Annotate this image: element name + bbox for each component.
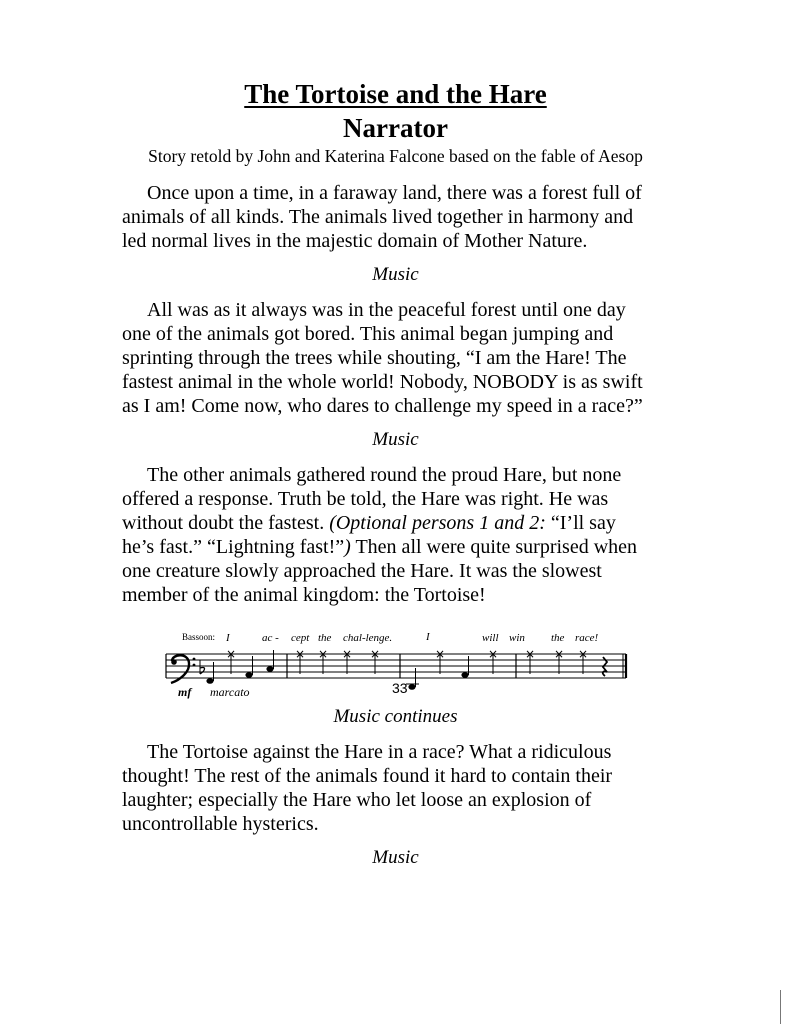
lyric-syllable: win <box>509 632 525 644</box>
paragraph-line: The other animals gathered round the proud Hare, but none <box>147 464 622 486</box>
paragraph-line: as I am! Come now, who dares to challenge my speed in a race?” <box>122 395 643 417</box>
author-credit: Story retold by John and Katerina Falcone based on the fable of Aesop <box>148 146 643 166</box>
x-notehead-icon: × <box>295 647 306 661</box>
paragraph-line: uncontrollable hysterics. <box>122 813 319 835</box>
paragraph-line: The Tortoise against the Hare in a race? What a ridiculous <box>147 741 612 763</box>
music-cue: Music continues <box>333 706 458 727</box>
paragraph-line: fastest animal in the whole world! Nobody, NOBODY is as swift <box>122 371 643 393</box>
dynamic-marking: mf <box>178 685 192 699</box>
paragraph-line: animals of all kinds. The animals lived together in harmony and <box>122 206 634 228</box>
note <box>266 666 273 672</box>
instrument-label: Bassoon: <box>182 632 216 642</box>
x-notehead-icon: × <box>370 647 381 661</box>
expression-marking: marcato <box>210 685 250 699</box>
paragraph-line: member of the animal kingdom: the Tortoise! <box>122 584 486 606</box>
lyric-syllable: ac - <box>262 632 279 644</box>
x-notehead-icon: × <box>226 647 237 661</box>
x-notehead-icon: × <box>554 647 565 661</box>
optional-cue-text: (Optional persons 1 and 2: <box>329 512 546 534</box>
paragraph-line: one creature slowly approached the Hare. It was the slowest <box>122 560 602 582</box>
lyric-syllable: cept <box>291 632 310 644</box>
paragraph-line: one of the animals got bored. This animal began jumping and <box>122 323 614 345</box>
scan-edge <box>780 990 781 1024</box>
note <box>408 684 415 690</box>
x-notehead-icon: × <box>578 647 589 661</box>
music-cue: Music <box>372 429 419 450</box>
lyric-syllable: the <box>551 632 565 644</box>
note <box>206 678 213 684</box>
lyric-syllable: I <box>226 632 230 644</box>
note <box>245 672 252 678</box>
paragraph-line: laughter; especially the Hare who let loose an explosion of <box>122 789 592 811</box>
lyric-syllable: I <box>426 631 430 643</box>
paragraph-text: “I’ll say <box>545 512 616 534</box>
x-notehead-icon: × <box>488 647 499 661</box>
x-notehead-icon: × <box>435 647 446 661</box>
measure-number: 33 <box>392 680 408 696</box>
lyric-syllable: race! <box>575 632 599 644</box>
paragraph-line: All was as it always was in the peaceful forest until one day <box>147 299 626 321</box>
document-title: The Tortoise and the Hare <box>244 79 547 109</box>
paragraph-line: sprinting through the trees while shouting, “I am the Hare! The <box>122 347 627 369</box>
paragraph-text: he’s fast.” “Lightning fast!” <box>122 536 345 558</box>
optional-cue-text: ) <box>344 536 351 558</box>
lyric-syllable: chal-lenge. <box>343 632 393 644</box>
paragraph-line: offered a response. Truth be told, the Hare was right. He was <box>122 488 609 510</box>
lyrics <box>225 631 599 644</box>
paragraph-text: Then all were quite surprised when <box>350 536 638 558</box>
bass-clef-icon <box>171 655 195 683</box>
x-notehead-icon: × <box>342 647 353 661</box>
x-notehead-icon: × <box>525 647 536 661</box>
lyric-syllable: the <box>318 632 332 644</box>
paragraph-text: without doubt the fastest. <box>122 512 330 534</box>
role-heading: Narrator <box>343 113 448 143</box>
x-notehead-icon: × <box>318 647 329 661</box>
story-paragraph-4 <box>122 740 682 836</box>
music-cue: Music <box>372 264 419 285</box>
note <box>461 672 468 678</box>
paragraph-line: thought! The rest of the animals found it hard to contain their <box>122 765 613 787</box>
paragraph-line: Once upon a time, in a faraway land, there was a forest full of <box>147 182 642 204</box>
lyric-syllable: will <box>482 632 499 644</box>
music-cue: Music <box>372 847 419 868</box>
paragraph-line: led normal lives in the majestic domain of Mother Nature. <box>122 230 588 252</box>
